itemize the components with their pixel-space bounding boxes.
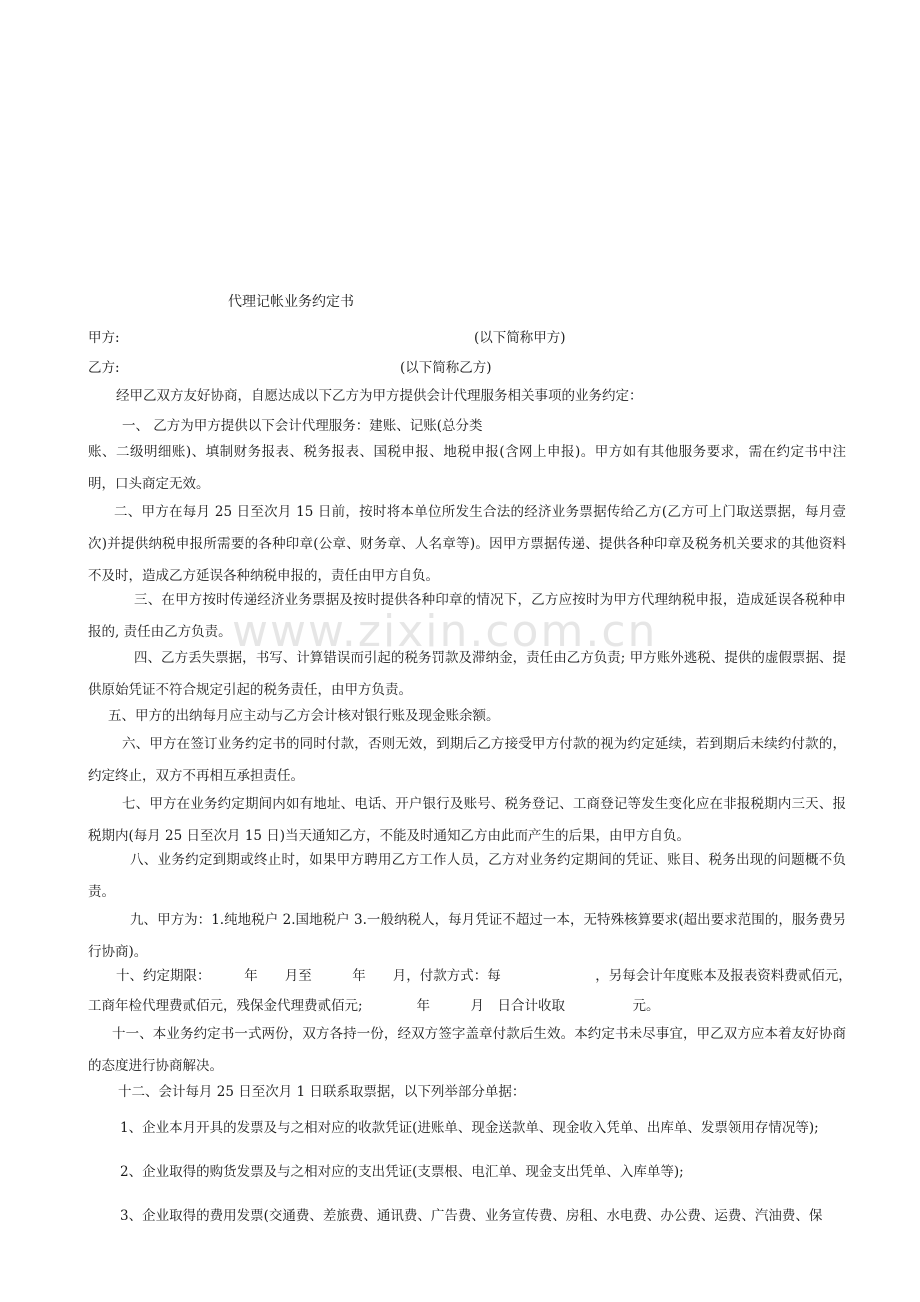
party-b-note: (以下简称乙方)	[400, 360, 492, 376]
clause-6: 六、甲方在签订业务约定书的同时付款，否则无效，到期后乙方接受甲方付款的视为约定延续，若到期后未续约付款的，约定终止，双方不再相互承担责任。	[88, 736, 846, 784]
list-item-2: 2、企业取得的购货发票及与之相对应的支出凭证(支票根、电汇单、现金支出凭单、入库单等);	[120, 1164, 684, 1180]
party-a-note: (以下简称甲方)	[474, 330, 566, 346]
clause-12: 十二、会计每月 25 日至次月 1 日联系取票据，以下列举部分单据：	[118, 1084, 526, 1100]
intro-paragraph: 经甲乙双方友好协商，自愿达成以下乙方为甲方提供会计代理服务相关事项的业务约定：	[116, 388, 643, 404]
clause-1-continued: 账、二级明细账)、填制财务报表、税务报表、国税申报、地税申报(含网上申报)。甲方如有其他服务要求，需在约定书中注明，口头商定无效。	[88, 444, 846, 492]
party-b-label: 乙方:	[88, 360, 120, 376]
clause-5: 五、甲方的出纳每月应主动与乙方会计核对银行账及现金账余额。	[108, 708, 500, 724]
watermark-text: www.zixin.com.cn	[232, 606, 658, 657]
clause-7: 七、甲方在业务约定期间内如有地址、电话、开户银行及账号、税务登记、工商登记等发生变化应在非报税期内三天、报税期内(每月 25 日至次月 15 日)当天通知乙方，不能及时通知乙方由此而产生的后果，由甲方自负。	[88, 796, 846, 844]
clause-8: 八、业务约定到期或终止时，如果甲方聘用乙方工作人员，乙方对业务约定期间的凭证、账目、税务出现的问题概不负责。	[88, 852, 846, 900]
document-title: 代理记帐业务约定书	[228, 294, 354, 310]
clause-11: 十一、本业务约定书一式两份，双方各持一份，经双方签字盖章付款后生效。本约定书未尽事宜，甲乙双方应本着友好协商的态度进行协商解决。	[88, 1026, 846, 1074]
clause-4: 四、乙方丢失票据，书写、计算错误而引起的税务罚款及滞纳金，责任由乙方负责; 甲方账外逃税、提供的虚假票据、提供原始凭证不符合规定引起的税务责任，由甲方负责。	[88, 650, 846, 698]
clause-3: 三、在甲方按时传递经济业务票据及按时提供各种印章的情况下，乙方应按时为甲方代理纳税申报，造成延误各税种申报的, 责任由乙方负责。	[88, 592, 846, 640]
clause-9: 九、甲方为：1.纯地税户 2.国地税户 3.一般纳税人，每月凭证不超过一本，无特殊核算要求(超出要求范围的，服务费另行协商)。	[88, 912, 846, 960]
party-a-label: 甲方:	[88, 330, 120, 346]
list-item-3: 3、企业取得的费用发票(交通费、差旅费、通讯费、广告费、业务宣传费、房租、水电费、办公费、运费、汽油费、保	[120, 1208, 823, 1224]
clause-10-line-2: 工商年检代理费贰佰元，残保金代理费贰佰元; 年 月 日合计收取 元。	[88, 998, 660, 1014]
clause-10-line-1: 十、约定期限： 年 月至 年 月，付款方式：每 ，另每会计年度账本及报表资料费贰佰元，	[116, 968, 852, 984]
list-item-1: 1、企业本月开具的发票及与之相对应的收款凭证(进账单、现金送款单、现金收入凭单、出库单、发票领用存情况等);	[120, 1120, 819, 1136]
clause-2: 二、甲方在每月 25 日至次月 15 日前，按时将本单位所发生合法的经济业务票据传给乙方(乙方可上门取送票据，每月壹次)并提供纳税申报所需要的各种印章(公章、财务章、人名章等)。因甲方票据传递、提供各种印章及税务机关要求的其他资料不及时，造成乙方延误各种纳税申报的，责任由甲方自负。	[88, 504, 846, 584]
clause-1-line-1: 一、 乙方为甲方提供以下会计代理服务：建账、记账(总分类	[122, 418, 483, 434]
